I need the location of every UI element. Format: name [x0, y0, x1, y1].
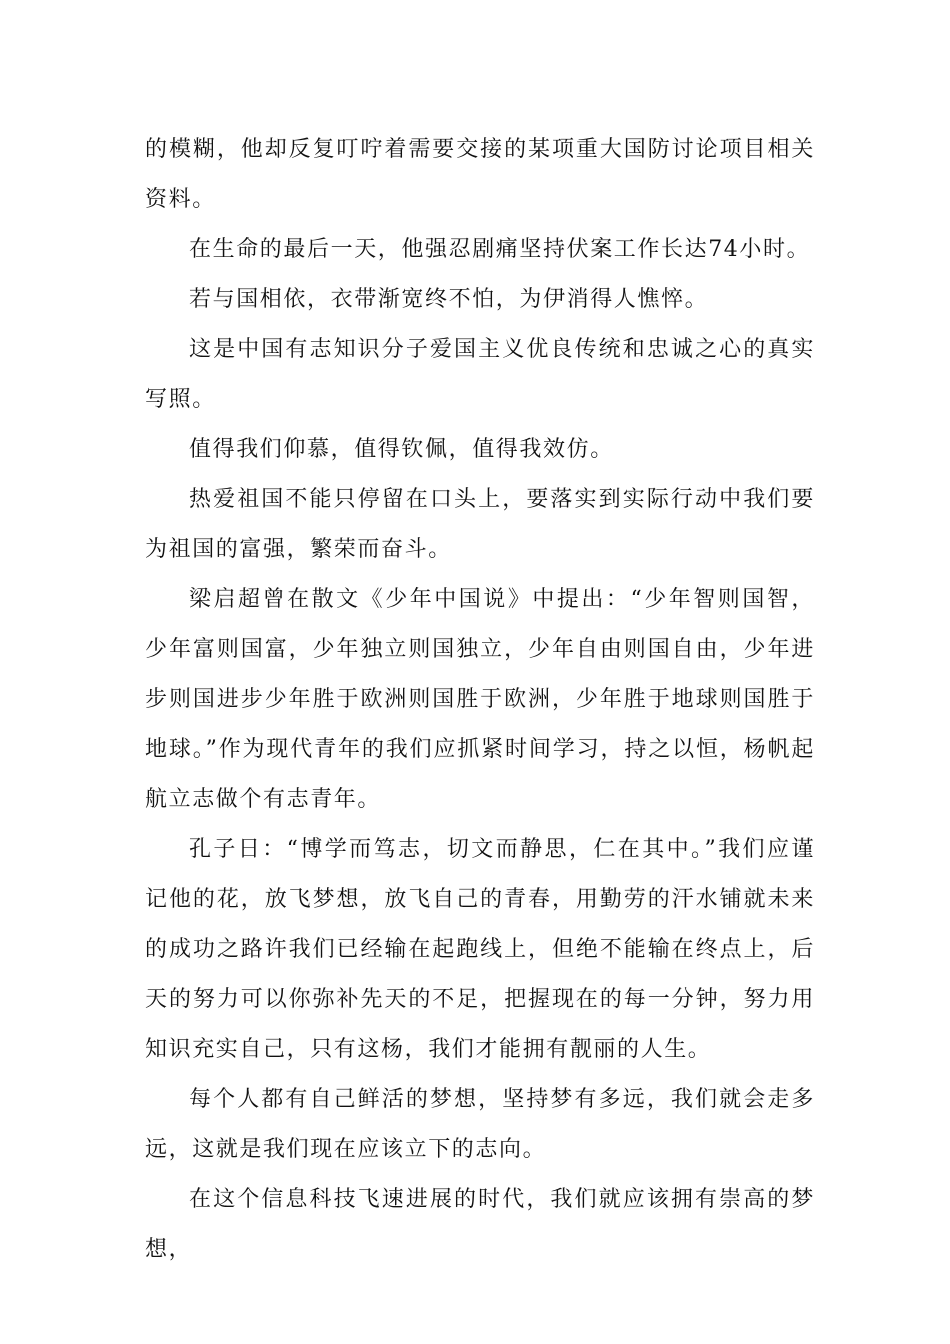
paragraph: 这是中国有志知识分子爱国主义优良传统和忠诚之心的真实写照。	[145, 337, 815, 412]
paragraph: 热爱祖国不能只停留在口头上，要落实到实际行动中我们要为祖国的富强，繁荣而奋斗。	[145, 487, 815, 562]
paragraph: 孔子日：“博学而笃志，切文而静思，仁在其中。”我们应谨记他的花，放飞梦想，放飞自己的青春，用勤劳的汗水铺就未来的成功之路许我们已经输在起跑线上，但绝不能输在终点上，后天的努力可以你弥补先天的不足，把握现在的每一分钟，努力用知识充实自己，只有这杨，我们才能拥有靓丽的人生。	[145, 837, 815, 1062]
document-body	[145, 125, 815, 1275]
paragraph: 若与国相依，衣带渐宽终不怕，为伊消得人憔悴。	[189, 287, 709, 312]
paragraph: 在这个信息科技飞速进展的时代，我们就应该拥有崇高的梦想，	[145, 1187, 815, 1262]
paragraph: 在生命的最后一天，他强忍剧痛坚持伏案工作长达74小时。	[189, 237, 811, 262]
paragraph-continued: 的模糊，他却反复叮咛着需要交接的某项重大国防讨论项目相关资料。	[145, 137, 815, 212]
paragraph: 梁启超曾在散文《少年中国说》中提出：“少年智则国智，少年富则国富，少年独立则国独立，少年自由则国自由，少年进步则国进步少年胜于欧洲则国胜于欧洲，少年胜于地球则国胜于地球。”作为现代青年的我们应抓紧时间学习，持之以恒，杨帆起航立志做个有志青年。	[145, 587, 815, 812]
paragraph: 每个人都有自己鲜活的梦想，坚持梦有多远，我们就会走多远，这就是我们现在应该立下的志向。	[145, 1087, 815, 1162]
paragraph: 值得我们仰慕，值得钦佩，值得我效仿。	[189, 437, 614, 462]
